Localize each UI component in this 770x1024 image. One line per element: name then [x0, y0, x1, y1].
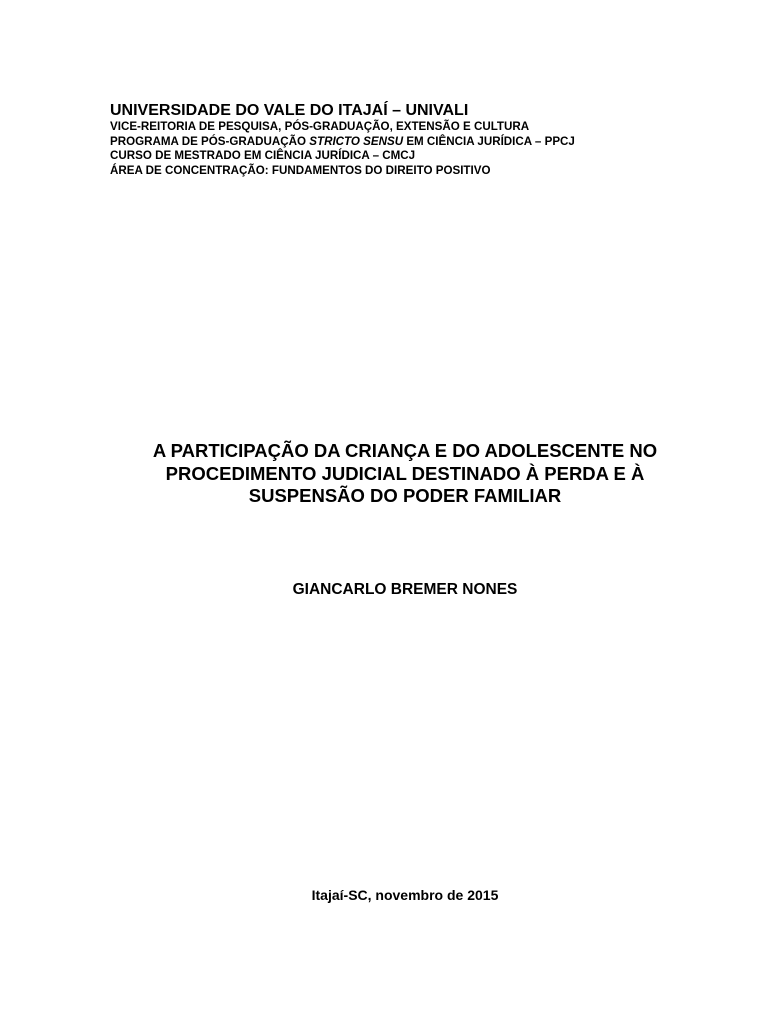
thesis-title-line: A PARTICIPAÇÃO DA CRIANÇA E DO ADOLESCENTE NO — [152, 440, 658, 461]
program-prefix: PROGRAMA DE PÓS-GRADUAÇÃO — [110, 134, 310, 148]
university-name: UNIVERSIDADE DO VALE DO ITAJAÍ – UNIVALI — [110, 102, 469, 119]
place-and-date: Itajaí-SC, novembro de 2015 — [311, 887, 499, 903]
program-line — [110, 135, 710, 150]
author-name: GIANCARLO BREMER NONES — [292, 581, 518, 598]
thesis-title-line: SUSPENSÃO DO PODER FAMILIAR — [248, 485, 562, 506]
program-suffix: EM CIÊNCIA JURÍDICA – PPCJ — [403, 134, 575, 148]
thesis-title-line: PROCEDIMENTO JUDICIAL DESTINADO À PERDA E À — [165, 462, 645, 484]
program-italic: STRICTO SENSU — [309, 134, 404, 148]
institution-header — [110, 101, 710, 178]
course-line: CURSO DE MESTRADO EM CIÊNCIA JURÍDICA – CMCJ — [110, 149, 416, 162]
thesis-title — [95, 440, 715, 508]
concentration-area-line: ÁREA DE CONCENTRAÇÃO: FUNDAMENTOS DO DIREITO POSITIVO — [110, 163, 491, 177]
vice-rectory-line: VICE-REITORIA DE PESQUISA, PÓS-GRADUAÇÃO, EXTENSÃO E CULTURA — [110, 120, 530, 133]
